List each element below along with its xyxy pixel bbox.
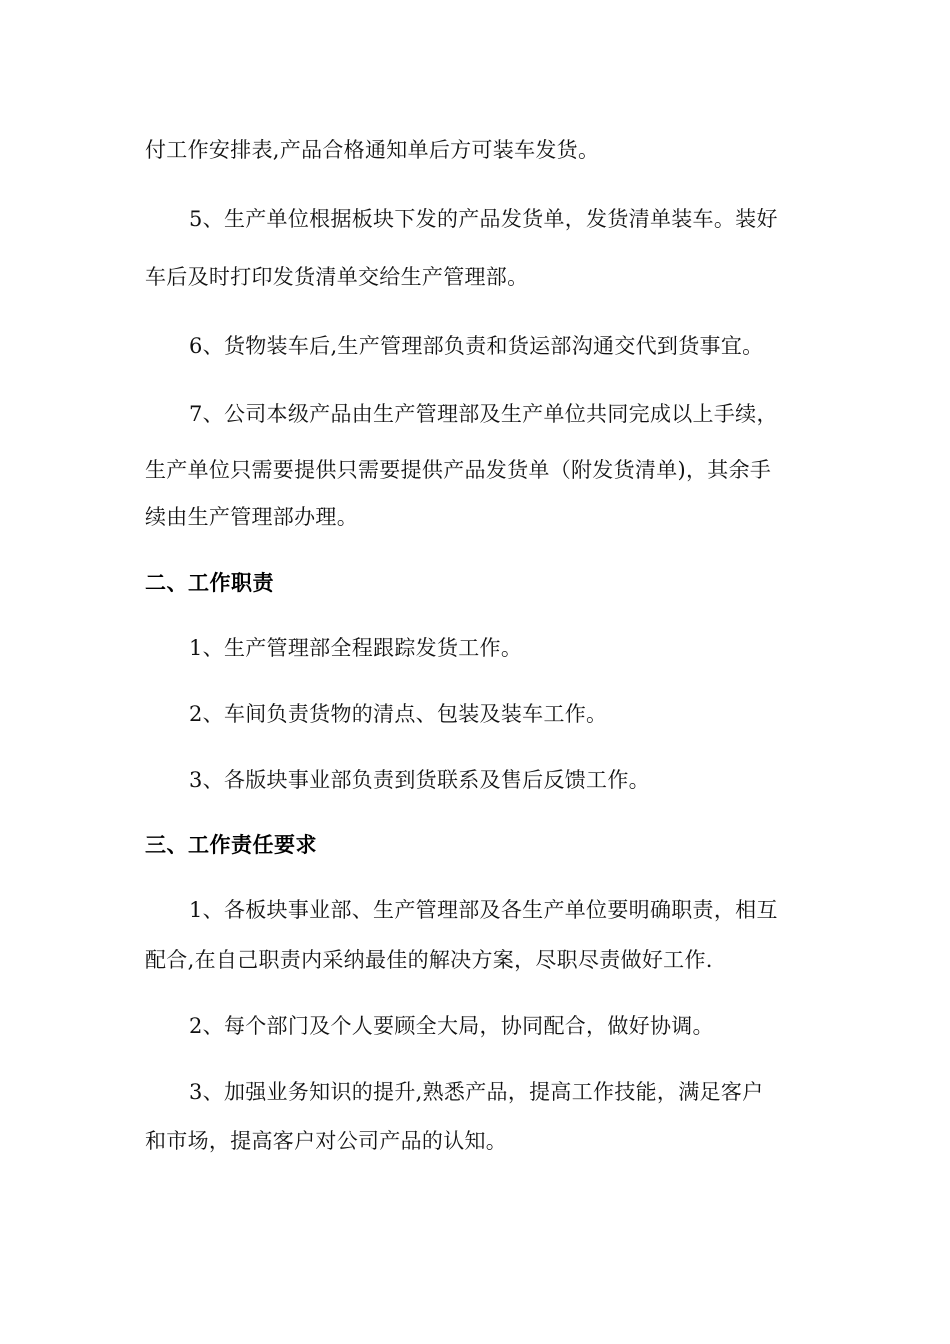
list-item: 2、每个部门及个人要顾全大局，协同配合，做好协调。 bbox=[189, 1014, 714, 1038]
paragraph-line: 配合,在自己职责内采纳最佳的解决方案，尽职尽责做好工作. bbox=[145, 948, 713, 972]
list-item: 2、车间负责货物的清点、包装及装车工作。 bbox=[189, 702, 608, 726]
paragraph-line: 续由生产管理部办理。 bbox=[145, 505, 358, 529]
paragraph-line: 6、货物装车后,生产管理部负责和货运部沟通交代到货事宜。 bbox=[189, 334, 764, 358]
list-item: 3、加强业务知识的提升,熟悉产品，提高工作技能，满足客户 bbox=[189, 1080, 764, 1104]
paragraph-line: 7、公司本级产品由生产管理部及生产单位共同完成以上手续， bbox=[189, 402, 778, 426]
paragraph-line: 5、生产单位根据板块下发的产品发货单，发货清单装车。装好 bbox=[189, 207, 778, 231]
list-item: 3、各版块事业部负责到货联系及售后反馈工作。 bbox=[189, 768, 650, 792]
paragraph-line: 生产单位只需要提供只需要提供产品发货单（附发货清单)，其余手 bbox=[145, 458, 772, 482]
paragraph-line: 付工作安排表,产品合格通知单后方可装车发货。 bbox=[145, 138, 600, 162]
paragraph-line: 和市场，提高客户对公司产品的认知。 bbox=[145, 1129, 508, 1153]
section-heading: 三、工作责任要求 bbox=[145, 833, 317, 857]
paragraph-line: 车后及时打印发货清单交给生产管理部。 bbox=[145, 265, 529, 289]
list-item: 1、生产管理部全程跟踪发货工作。 bbox=[189, 636, 523, 660]
list-item: 1、各板块事业部、生产管理部及各生产单位要明确职责，相互 bbox=[189, 898, 778, 922]
section-heading: 二、工作职责 bbox=[145, 571, 274, 595]
